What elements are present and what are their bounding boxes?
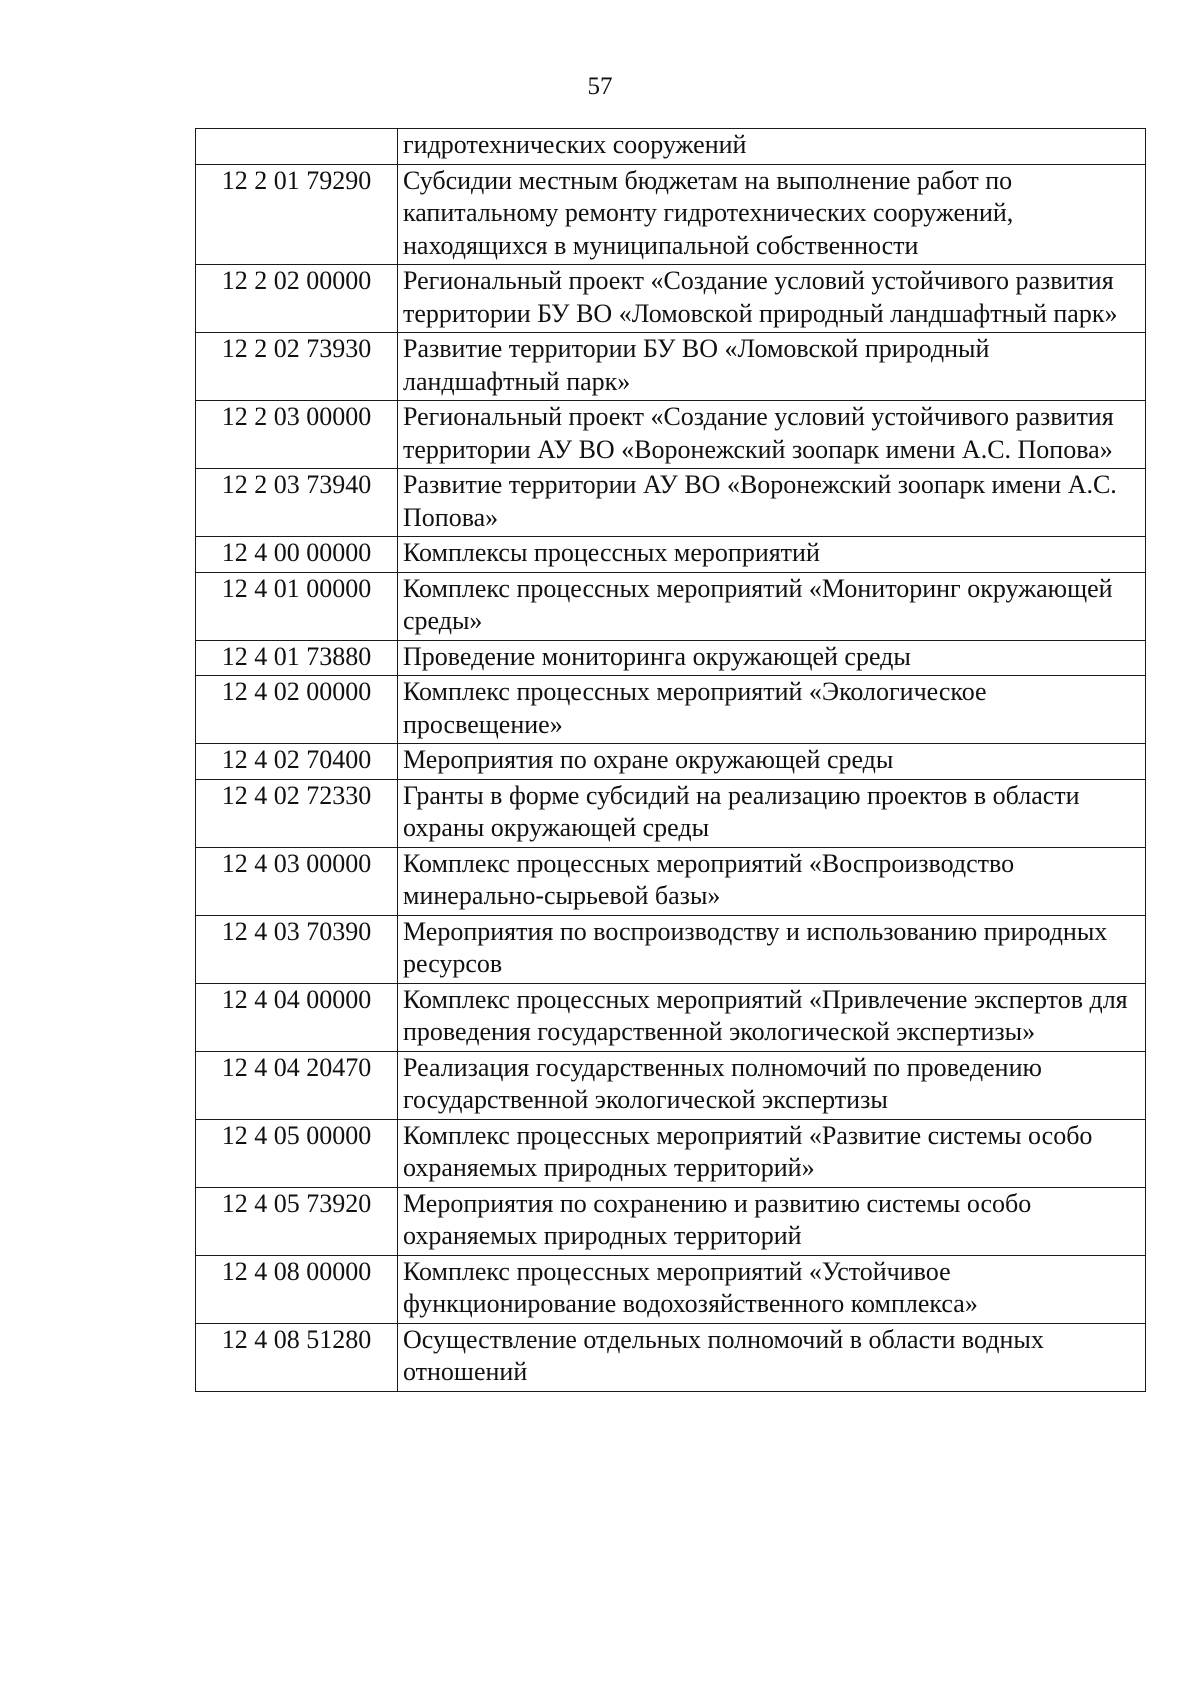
table-row: [196, 1119, 1146, 1187]
classification-code: 12 2 03 73940: [196, 469, 398, 537]
expenditure-name: Осуществление отдельных полномочий в области водных отношений: [398, 1323, 1146, 1391]
classification-code: [196, 129, 398, 165]
table-row: [196, 1187, 1146, 1255]
classification-code: 12 4 04 00000: [196, 983, 398, 1051]
table-row: [196, 640, 1146, 676]
expenditure-name: Реализация государственных полномочий по проведению государственной экологической экспертизы: [398, 1051, 1146, 1119]
classification-code: 12 4 01 00000: [196, 572, 398, 640]
expenditure-name: Мероприятия по сохранению и развитию системы особо охраняемых природных территорий: [398, 1187, 1146, 1255]
table-row: [196, 333, 1146, 401]
classification-code: 12 2 03 00000: [196, 401, 398, 469]
classification-code: 12 4 01 73880: [196, 640, 398, 676]
expenditure-name: гидротехнических сооружений: [398, 129, 1146, 165]
classification-code: 12 4 02 00000: [196, 676, 398, 744]
classification-code: 12 4 05 00000: [196, 1119, 398, 1187]
expenditure-name: Мероприятия по охране окружающей среды: [398, 744, 1146, 780]
expenditure-name: Комплекс процессных мероприятий «Экологическое просвещение»: [398, 676, 1146, 744]
classification-code: 12 4 08 00000: [196, 1255, 398, 1323]
table-body: [196, 129, 1146, 1392]
expenditure-name: Комплекс процессных мероприятий «Мониторинг окружающей среды»: [398, 572, 1146, 640]
expenditure-name: Региональный проект «Создание условий устойчивого развития территории АУ ВО «Воронежский зоопарк имени А.С. Попова»: [398, 401, 1146, 469]
table-row: [196, 265, 1146, 333]
expenditure-name: Развитие территории АУ ВО «Воронежский зоопарк имени А.С. Попова»: [398, 469, 1146, 537]
table-row: [196, 129, 1146, 165]
table-row: [196, 1051, 1146, 1119]
expenditure-name: Комплекс процессных мероприятий «Воспроизводство минерально-сырьевой базы»: [398, 847, 1146, 915]
table-row: [196, 164, 1146, 265]
classification-code: 12 4 04 20470: [196, 1051, 398, 1119]
table-row: [196, 847, 1146, 915]
table-row: [196, 983, 1146, 1051]
classification-code: 12 4 02 70400: [196, 744, 398, 780]
table-row: [196, 1255, 1146, 1323]
expenditure-name: Развитие территории БУ ВО «Ломовской природный ландшафтный парк»: [398, 333, 1146, 401]
expenditure-name: Комплекс процессных мероприятий «Устойчивое функционирование водохозяйственного комплекса»: [398, 1255, 1146, 1323]
expenditure-name: Региональный проект «Создание условий устойчивого развития территории БУ ВО «Ломовской природный ландшафтный парк»: [398, 265, 1146, 333]
classification-code: 12 4 03 00000: [196, 847, 398, 915]
expenditure-name: Гранты в форме субсидий на реализацию проектов в области охраны окружающей среды: [398, 779, 1146, 847]
budget-classification-table: [195, 128, 1146, 1392]
expenditure-name: Комплекс процессных мероприятий «Развитие системы особо охраняемых природных территорий»: [398, 1119, 1146, 1187]
classification-code: 12 4 05 73920: [196, 1187, 398, 1255]
table-row: [196, 401, 1146, 469]
classification-code: 12 4 03 70390: [196, 915, 398, 983]
table-row: [196, 744, 1146, 780]
classification-code: 12 4 00 00000: [196, 537, 398, 573]
expenditure-name: Проведение мониторинга окружающей среды: [398, 640, 1146, 676]
classification-code: 12 2 02 00000: [196, 265, 398, 333]
expenditure-name: Мероприятия по воспроизводству и использованию природных ресурсов: [398, 915, 1146, 983]
table-row: [196, 1323, 1146, 1391]
expenditure-name: Комплекс процессных мероприятий «Привлечение экспертов для проведения государственной экологической экспертизы»: [398, 983, 1146, 1051]
expenditure-name: Комплексы процессных мероприятий: [398, 537, 1146, 573]
table-row: [196, 572, 1146, 640]
table-row: [196, 469, 1146, 537]
table-row: [196, 915, 1146, 983]
expenditure-name: Субсидии местным бюджетам на выполнение работ по капитальному ремонту гидротехнических сооружений, находящихся в муниципальной собственности: [398, 164, 1146, 265]
table-row: [196, 779, 1146, 847]
classification-code: 12 2 02 73930: [196, 333, 398, 401]
classification-code: 12 4 02 72330: [196, 779, 398, 847]
page-number: 57: [587, 73, 613, 100]
table-row: [196, 537, 1146, 573]
table-row: [196, 676, 1146, 744]
classification-code: 12 2 01 79290: [196, 164, 398, 265]
classification-code: 12 4 08 51280: [196, 1323, 398, 1391]
